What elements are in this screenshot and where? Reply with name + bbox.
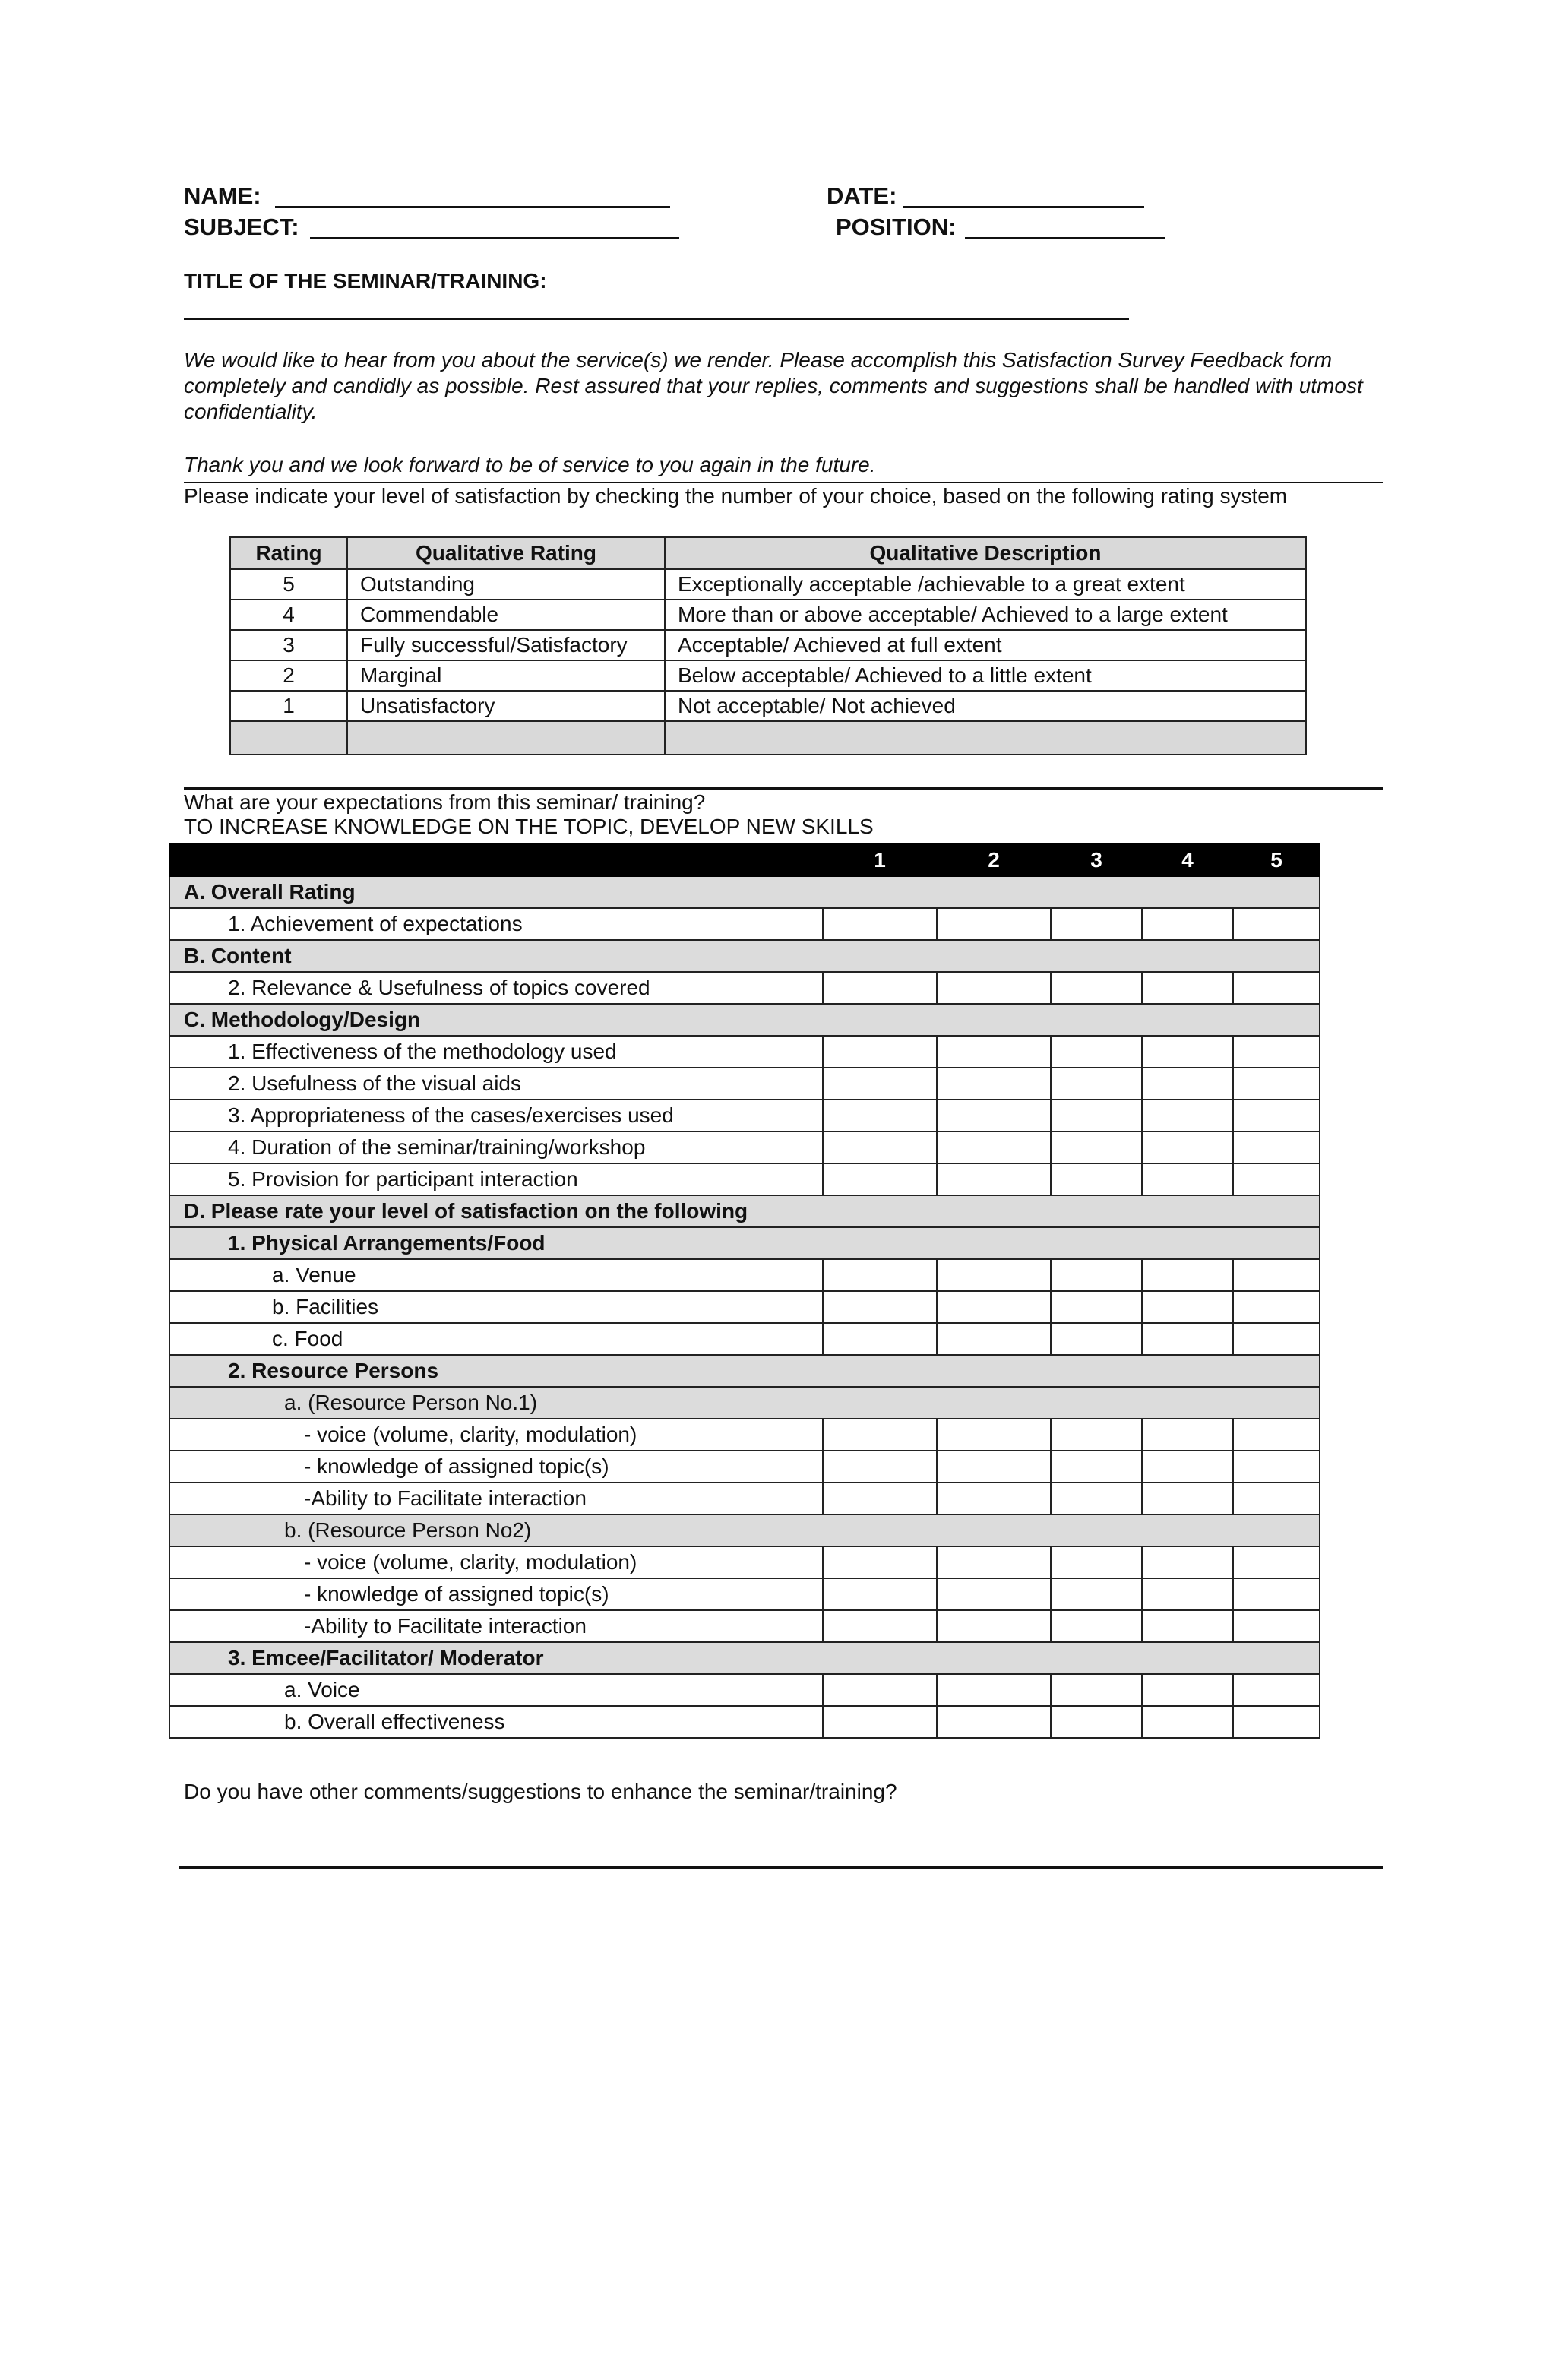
- name-label: NAME:: [184, 182, 261, 209]
- rating-row: [230, 660, 1306, 691]
- rating-checkbox-3[interactable]: [1051, 1036, 1142, 1068]
- section-row: [169, 1355, 1320, 1387]
- rating-checkbox-1[interactable]: [823, 1578, 937, 1610]
- rating-checkbox-3[interactable]: [1051, 1706, 1142, 1738]
- rating-checkbox-2[interactable]: [937, 1610, 1051, 1642]
- rating-item-row: [169, 972, 1320, 1004]
- rating-checkbox-5[interactable]: [1233, 1578, 1320, 1610]
- rating-checkbox-1[interactable]: [823, 1100, 937, 1131]
- qualitative-description: Acceptable/ Achieved at full extent: [665, 630, 1306, 660]
- name-field-line[interactable]: [275, 206, 670, 208]
- comments-question: Do you have other comments/suggestions to enhance the seminar/training?: [184, 1780, 897, 1803]
- rating-checkbox-2[interactable]: [937, 1259, 1051, 1291]
- rating-checkbox-5[interactable]: [1233, 1259, 1320, 1291]
- item-label: c. Food: [169, 1323, 823, 1355]
- section-label: B. Content: [169, 940, 1320, 972]
- scale-header-4: 4: [1142, 844, 1233, 876]
- rating-item-row: [169, 1706, 1320, 1738]
- rating-item-row: [169, 1483, 1320, 1514]
- rating-checkbox-2[interactable]: [937, 1674, 1051, 1706]
- rating-row: [230, 691, 1306, 721]
- rating-checkbox-5[interactable]: [1233, 1451, 1320, 1483]
- rating-checkbox-5[interactable]: [1233, 1483, 1320, 1514]
- rating-checkbox-3[interactable]: [1051, 972, 1142, 1004]
- section-label: C. Methodology/Design: [169, 1004, 1320, 1036]
- rating-checkbox-4[interactable]: [1142, 1163, 1233, 1195]
- rating-checkbox-4[interactable]: [1142, 1323, 1233, 1355]
- rating-row: [230, 630, 1306, 660]
- rating-checkbox-3[interactable]: [1051, 1291, 1142, 1323]
- rating-checkbox-5[interactable]: [1233, 1546, 1320, 1578]
- rating-checkbox-4[interactable]: [1142, 1068, 1233, 1100]
- rating-checkbox-4[interactable]: [1142, 1451, 1233, 1483]
- rating-checkbox-1[interactable]: [823, 1036, 937, 1068]
- rating-value: 4: [230, 600, 347, 630]
- rating-checkbox-2[interactable]: [937, 1483, 1051, 1514]
- rating-checkbox-3[interactable]: [1051, 1131, 1142, 1163]
- scale-header-3: 3: [1051, 844, 1142, 876]
- instruction-text: Please indicate your level of satisfaction by checking the number of your choice, based on the following rating system: [184, 484, 1288, 508]
- rating-checkbox-1[interactable]: [823, 1131, 937, 1163]
- rating-item-row: [169, 1451, 1320, 1483]
- rating-checkbox-2[interactable]: [937, 908, 1051, 940]
- rating-checkbox-5[interactable]: [1233, 1610, 1320, 1642]
- rating-item-row: [169, 1610, 1320, 1642]
- rating-checkbox-5[interactable]: [1233, 1131, 1320, 1163]
- rating-checkbox-4[interactable]: [1142, 1578, 1233, 1610]
- rating-checkbox-3[interactable]: [1051, 1419, 1142, 1451]
- item-label: b. Overall effectiveness: [169, 1706, 823, 1738]
- rating-checkbox-4[interactable]: [1142, 1610, 1233, 1642]
- rating-checkbox-5[interactable]: [1233, 1674, 1320, 1706]
- seminar-title-label: TITLE OF THE SEMINAR/TRAINING:: [184, 269, 547, 293]
- rating-item-row: [169, 1546, 1320, 1578]
- qualitative-rating: Commendable: [347, 600, 665, 630]
- rating-checkbox-1[interactable]: [823, 1706, 937, 1738]
- rating-checkbox-1[interactable]: [823, 1068, 937, 1100]
- rating-checkbox-1[interactable]: [823, 1674, 937, 1706]
- rating-checkbox-3[interactable]: [1051, 1546, 1142, 1578]
- item-label: -Ability to Facilitate interaction: [169, 1610, 823, 1642]
- rating-checkbox-3[interactable]: [1051, 1674, 1142, 1706]
- rating-checkbox-1[interactable]: [823, 1163, 937, 1195]
- item-label: - knowledge of assigned topic(s): [169, 1451, 823, 1483]
- section-label: a. (Resource Person No.1): [169, 1387, 1320, 1419]
- rating-checkbox-2[interactable]: [937, 1068, 1051, 1100]
- blank-cell: [230, 721, 347, 755]
- rating-value: 3: [230, 630, 347, 660]
- rating-checkbox-4[interactable]: [1142, 1674, 1233, 1706]
- rating-checkbox-4[interactable]: [1142, 1036, 1233, 1068]
- rating-checkbox-3[interactable]: [1051, 1068, 1142, 1100]
- rating-item-row: [169, 1068, 1320, 1100]
- evaluation-table: [169, 843, 1320, 1739]
- rating-item-row: [169, 1323, 1320, 1355]
- rating-checkbox-3[interactable]: [1051, 1323, 1142, 1355]
- item-label: a. Voice: [169, 1674, 823, 1706]
- rating-checkbox-2[interactable]: [937, 1578, 1051, 1610]
- rating-checkbox-2[interactable]: [937, 972, 1051, 1004]
- rating-checkbox-4[interactable]: [1142, 1419, 1233, 1451]
- intro-paragraph: We would like to hear from you about the service(s) we render. Please accomplish this Satisfaction Survey Feedback form completely and candidly as possible. Rest assured that your replies, comments and suggestions shall be handled with utmost confidentiality.: [184, 348, 1363, 423]
- rating-value: 2: [230, 660, 347, 691]
- section-row: [169, 1642, 1320, 1674]
- item-label: - knowledge of assigned topic(s): [169, 1578, 823, 1610]
- rating-checkbox-1[interactable]: [823, 1451, 937, 1483]
- section-row: [169, 1227, 1320, 1259]
- qualitative-rating: Unsatisfactory: [347, 691, 665, 721]
- rating-checkbox-5[interactable]: [1233, 1100, 1320, 1131]
- rating-blank-row: [230, 721, 1306, 755]
- item-label: - voice (volume, clarity, modulation): [169, 1546, 823, 1578]
- rating-item-row: [169, 1163, 1320, 1195]
- rating-checkbox-4[interactable]: [1142, 1291, 1233, 1323]
- section-label: 3. Emcee/Facilitator/ Moderator: [169, 1642, 1320, 1674]
- qualitative-description-col-header: Qualitative Description: [665, 537, 1306, 569]
- rating-item-row: [169, 1131, 1320, 1163]
- rating-checkbox-5[interactable]: [1233, 1068, 1320, 1100]
- rating-checkbox-2[interactable]: [937, 1100, 1051, 1131]
- rating-checkbox-5[interactable]: [1233, 972, 1320, 1004]
- rating-value: 5: [230, 569, 347, 600]
- section-row: [169, 876, 1320, 908]
- rating-row: [230, 600, 1306, 630]
- expectations-answer: TO INCREASE KNOWLEDGE ON THE TOPIC, DEVELOP NEW SKILLS: [184, 815, 874, 838]
- seminar-title-field-line[interactable]: [184, 318, 1129, 320]
- scale-header-5: 5: [1233, 844, 1320, 876]
- rating-system-table: [229, 536, 1307, 755]
- rating-checkbox-1[interactable]: [823, 1259, 937, 1291]
- section-label: 2. Resource Persons: [169, 1355, 1320, 1387]
- rating-col-header: Rating: [230, 537, 347, 569]
- rating-table-header: [230, 537, 1306, 569]
- rating-checkbox-5[interactable]: [1233, 1419, 1320, 1451]
- section-row: [169, 1514, 1320, 1546]
- rating-item-row: [169, 1036, 1320, 1068]
- item-label: 1. Effectiveness of the methodology used: [169, 1036, 823, 1068]
- qualitative-description: More than or above acceptable/ Achieved to a large extent: [665, 600, 1306, 630]
- scale-header-blank: [169, 844, 823, 876]
- rating-checkbox-1[interactable]: [823, 1419, 937, 1451]
- rating-checkbox-5[interactable]: [1233, 1323, 1320, 1355]
- rating-checkbox-2[interactable]: [937, 1131, 1051, 1163]
- rating-checkbox-2[interactable]: [937, 1036, 1051, 1068]
- section-row: [169, 1387, 1320, 1419]
- rating-checkbox-3[interactable]: [1051, 1610, 1142, 1642]
- rating-checkbox-2[interactable]: [937, 1451, 1051, 1483]
- rating-checkbox-1[interactable]: [823, 972, 937, 1004]
- rating-item-row: [169, 908, 1320, 940]
- rating-checkbox-1[interactable]: [823, 1323, 937, 1355]
- rating-checkbox-5[interactable]: [1233, 1291, 1320, 1323]
- rating-checkbox-5[interactable]: [1233, 1706, 1320, 1738]
- item-label: 2. Relevance & Usefulness of topics covered: [169, 972, 823, 1004]
- rating-checkbox-4[interactable]: [1142, 1131, 1233, 1163]
- thanks-text: Thank you and we look forward to be of service to you again in the future.: [184, 453, 876, 476]
- date-label: DATE:: [827, 182, 897, 209]
- section-divider: [184, 482, 1383, 483]
- rating-checkbox-1[interactable]: [823, 1483, 937, 1514]
- scale-header-2: 2: [937, 844, 1051, 876]
- item-label: 4. Duration of the seminar/training/workshop: [169, 1131, 823, 1163]
- qualitative-rating-col-header: Qualitative Rating: [347, 537, 665, 569]
- expectations-question: What are your expectations from this seminar/ training?: [184, 790, 706, 814]
- item-label: - voice (volume, clarity, modulation): [169, 1419, 823, 1451]
- rating-checkbox-3[interactable]: [1051, 1451, 1142, 1483]
- section-label: D. Please rate your level of satisfaction on the following: [169, 1195, 1320, 1227]
- rating-checkbox-5[interactable]: [1233, 908, 1320, 940]
- rating-checkbox-4[interactable]: [1142, 1100, 1233, 1131]
- subject-label: SUBJECT:: [184, 214, 299, 240]
- rating-checkbox-1[interactable]: [823, 908, 937, 940]
- rating-checkbox-3[interactable]: [1051, 1100, 1142, 1131]
- item-label: 5. Provision for participant interaction: [169, 1163, 823, 1195]
- rating-checkbox-2[interactable]: [937, 1163, 1051, 1195]
- rating-item-row: [169, 1291, 1320, 1323]
- qualitative-description: Below acceptable/ Achieved to a little extent: [665, 660, 1306, 691]
- qualitative-rating: Marginal: [347, 660, 665, 691]
- rating-checkbox-3[interactable]: [1051, 1259, 1142, 1291]
- qualitative-description: Not acceptable/ Not achieved: [665, 691, 1306, 721]
- item-label: 2. Usefulness of the visual aids: [169, 1068, 823, 1100]
- rating-checkbox-5[interactable]: [1233, 1036, 1320, 1068]
- rating-checkbox-4[interactable]: [1142, 972, 1233, 1004]
- blank-cell: [347, 721, 665, 755]
- comments-answer-line[interactable]: [179, 1866, 1383, 1869]
- rating-checkbox-4[interactable]: [1142, 1483, 1233, 1514]
- rating-item-row: [169, 1259, 1320, 1291]
- section-row: [169, 940, 1320, 972]
- item-label: b. Facilities: [169, 1291, 823, 1323]
- section-label: b. (Resource Person No2): [169, 1514, 1320, 1546]
- item-label: 3. Appropriateness of the cases/exercises used: [169, 1100, 823, 1131]
- rating-checkbox-5[interactable]: [1233, 1163, 1320, 1195]
- qualitative-rating: Fully successful/Satisfactory: [347, 630, 665, 660]
- rating-checkbox-3[interactable]: [1051, 1163, 1142, 1195]
- rating-checkbox-3[interactable]: [1051, 1483, 1142, 1514]
- subject-field-line[interactable]: [310, 237, 679, 239]
- rating-item-row: [169, 1578, 1320, 1610]
- section-label: A. Overall Rating: [169, 876, 1320, 908]
- scale-header-1: 1: [823, 844, 937, 876]
- section-row: [169, 1195, 1320, 1227]
- rating-checkbox-4[interactable]: [1142, 1546, 1233, 1578]
- rating-checkbox-1[interactable]: [823, 1291, 937, 1323]
- item-label: 1. Achievement of expectations: [169, 908, 823, 940]
- rating-checkbox-2[interactable]: [937, 1706, 1051, 1738]
- rating-item-row: [169, 1419, 1320, 1451]
- rating-checkbox-2[interactable]: [937, 1419, 1051, 1451]
- section-row: [169, 1004, 1320, 1036]
- rating-checkbox-4[interactable]: [1142, 1259, 1233, 1291]
- rating-checkbox-3[interactable]: [1051, 908, 1142, 940]
- position-field-line[interactable]: [965, 237, 1165, 239]
- rating-item-row: [169, 1100, 1320, 1131]
- rating-item-row: [169, 1674, 1320, 1706]
- rating-row: [230, 569, 1306, 600]
- blank-cell: [665, 721, 1306, 755]
- rating-checkbox-2[interactable]: [937, 1323, 1051, 1355]
- rating-checkbox-1[interactable]: [823, 1610, 937, 1642]
- date-field-line[interactable]: [903, 206, 1144, 208]
- rating-checkbox-2[interactable]: [937, 1546, 1051, 1578]
- qualitative-rating: Outstanding: [347, 569, 665, 600]
- rating-checkbox-1[interactable]: [823, 1546, 937, 1578]
- position-label: POSITION:: [836, 214, 957, 240]
- rating-checkbox-4[interactable]: [1142, 1706, 1233, 1738]
- rating-value: 1: [230, 691, 347, 721]
- rating-checkbox-2[interactable]: [937, 1291, 1051, 1323]
- item-label: -Ability to Facilitate interaction: [169, 1483, 823, 1514]
- rating-checkbox-3[interactable]: [1051, 1578, 1142, 1610]
- section-label: 1. Physical Arrangements/Food: [169, 1227, 1320, 1259]
- qualitative-description: Exceptionally acceptable /achievable to a great extent: [665, 569, 1306, 600]
- scale-header-row: [169, 844, 1320, 876]
- rating-checkbox-4[interactable]: [1142, 908, 1233, 940]
- item-label: a. Venue: [169, 1259, 823, 1291]
